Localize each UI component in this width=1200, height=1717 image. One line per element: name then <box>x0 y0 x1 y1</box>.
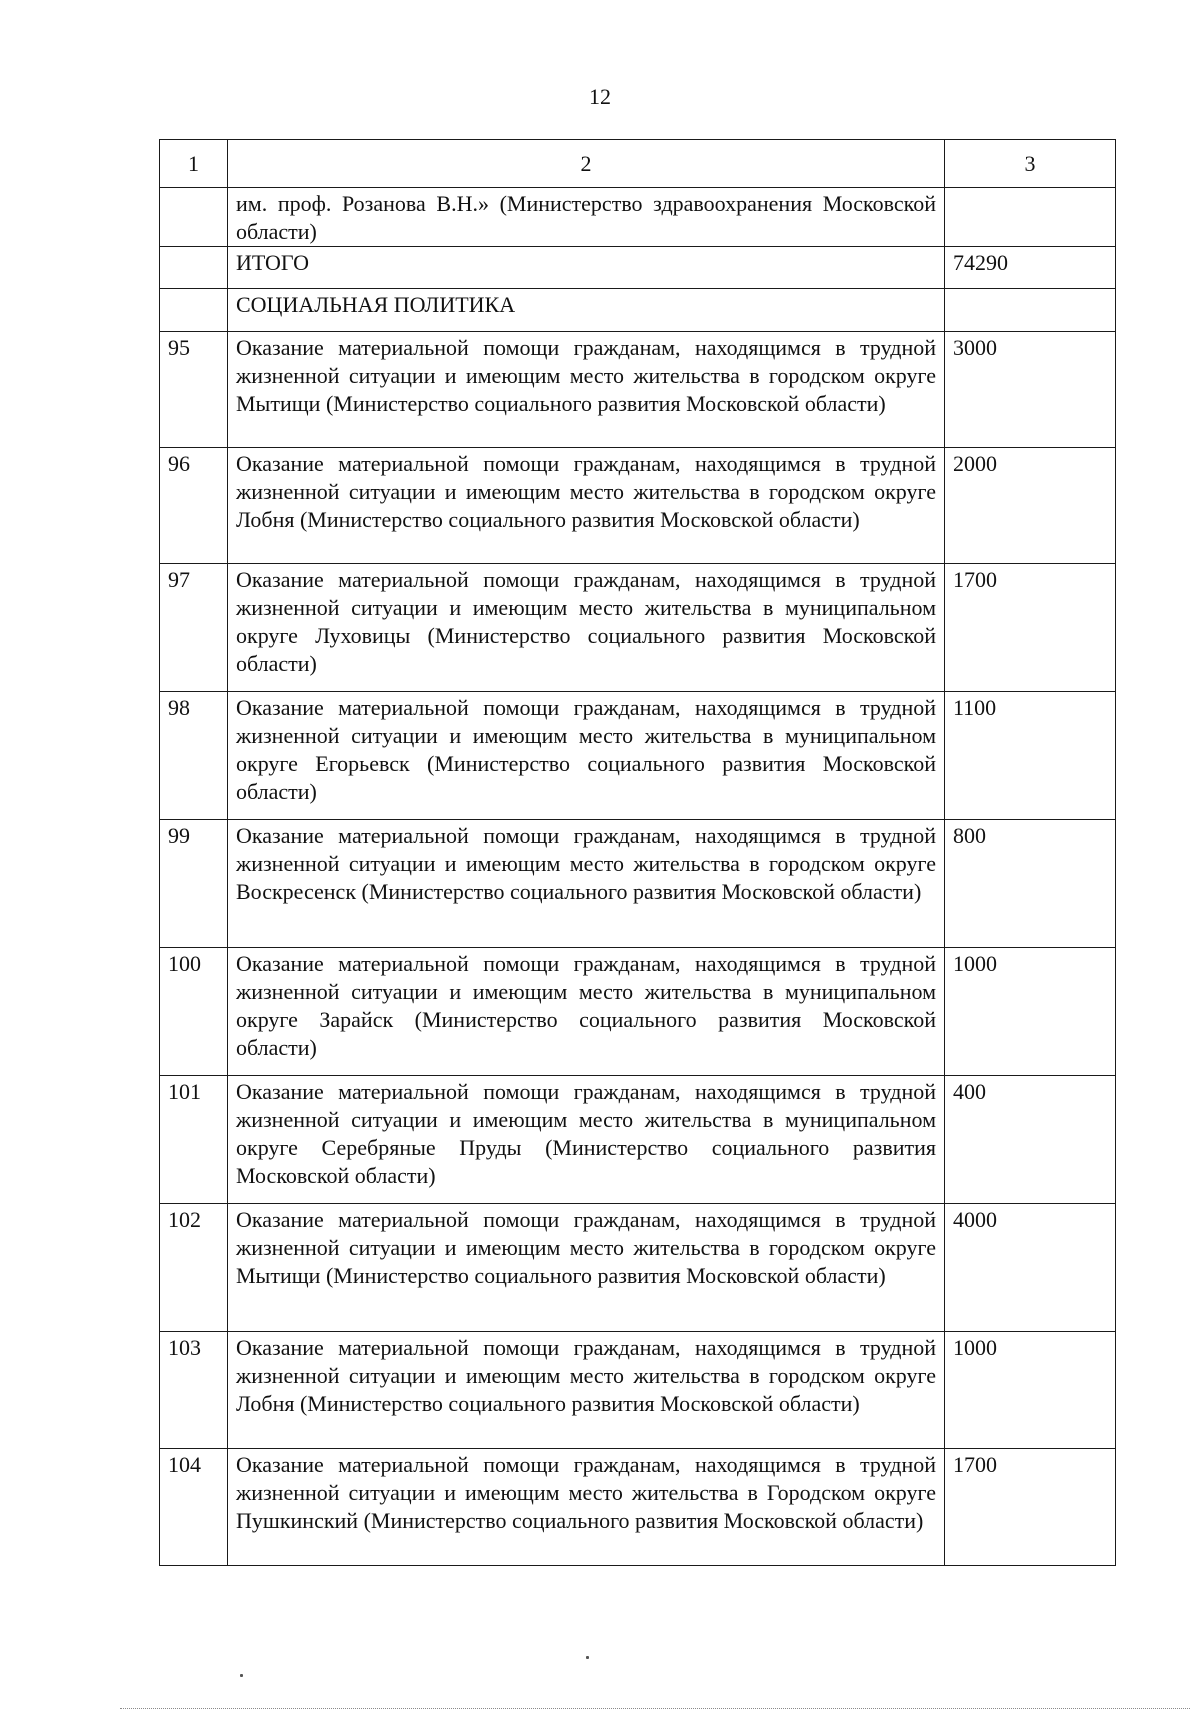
row-amount-cell: 3000 <box>945 332 1116 448</box>
row-number-cell <box>160 188 228 247</box>
page-number: 12 <box>589 84 611 109</box>
budget-table <box>159 139 1116 1566</box>
table-row <box>160 448 1116 564</box>
table-row <box>160 948 1116 1076</box>
scan-speck <box>240 1674 243 1677</box>
table-row <box>160 564 1116 692</box>
row-number-cell: 97 <box>160 564 228 692</box>
row-amount-cell: 2000 <box>945 448 1116 564</box>
row-description-cell: Оказание материальной помощи гражданам, находящимся в трудной жизненной ситуации и имеющим место жительства в городском округе Лобня (Министерство социального развития Московской области) <box>228 448 945 564</box>
row-amount-cell: 1700 <box>945 1449 1116 1566</box>
table-row <box>160 1076 1116 1204</box>
row-number-cell: 101 <box>160 1076 228 1204</box>
row-number-cell: 96 <box>160 448 228 564</box>
row-number-cell: 100 <box>160 948 228 1076</box>
row-number-cell: 98 <box>160 692 228 820</box>
row-number-cell: 102 <box>160 1204 228 1332</box>
total-row <box>160 247 1116 289</box>
row-amount-cell: 1000 <box>945 948 1116 1076</box>
row-number-cell: 103 <box>160 1332 228 1449</box>
scan-speck <box>586 1656 589 1659</box>
table-body <box>160 140 1116 1566</box>
row-amount-cell <box>945 289 1116 332</box>
row-amount-cell: 800 <box>945 820 1116 948</box>
column-header-3: 3 <box>945 140 1116 188</box>
row-amount-cell: 400 <box>945 1076 1116 1204</box>
row-description-cell: Оказание материальной помощи гражданам, находящимся в трудной жизненной ситуации и имеющим место жительства в Городском округе Пушкинский (Министерство социального развития Московской области) <box>228 1449 945 1566</box>
row-amount-cell: 4000 <box>945 1204 1116 1332</box>
row-description-cell: Оказание материальной помощи гражданам, находящимся в трудной жизненной ситуации и имеющим место жительства в муниципальном округе Луховицы (Министерство социального развития Московской области) <box>228 564 945 692</box>
continuation-row <box>160 188 1116 247</box>
row-number-cell: 99 <box>160 820 228 948</box>
scan-edge-line <box>120 1708 1190 1709</box>
section-title: СОЦИАЛЬНАЯ ПОЛИТИКА <box>228 289 945 332</box>
total-amount: 74290 <box>945 247 1116 289</box>
column-header-2: 2 <box>228 140 945 188</box>
row-description-cell: Оказание материальной помощи гражданам, находящимся в трудной жизненной ситуации и имеющим место жительства в муниципальном округе Зарайск (Министерство социального развития Московской области) <box>228 948 945 1076</box>
row-amount-cell: 1000 <box>945 1332 1116 1449</box>
row-description-cell: Оказание материальной помощи гражданам, находящимся в трудной жизненной ситуации и имеющим место жительства в муниципальном округе Егорьевск (Министерство социального развития Московской области) <box>228 692 945 820</box>
row-description-cell: Оказание материальной помощи гражданам, находящимся в трудной жизненной ситуации и имеющим место жительства в городском округе Мытищи (Министерство социального развития Московской области) <box>228 1204 945 1332</box>
table-row <box>160 1332 1116 1449</box>
table-row <box>160 1449 1116 1566</box>
row-description-cell: Оказание материальной помощи гражданам, находящимся в трудной жизненной ситуации и имеющим место жительства в городском округе Воскресенск (Министерство социального развития Московской области) <box>228 820 945 948</box>
row-amount-cell <box>945 188 1116 247</box>
table-row <box>160 332 1116 448</box>
row-description-cell: Оказание материальной помощи гражданам, находящимся в трудной жизненной ситуации и имеющим место жительства в муниципальном округе Серебряные Пруды (Министерство социального развития Московской области) <box>228 1076 945 1204</box>
row-description-cell: им. проф. Розанова В.Н.» (Министерство здравоохранения Московской области) <box>228 188 945 247</box>
row-amount-cell: 1700 <box>945 564 1116 692</box>
row-description-cell: Оказание материальной помощи гражданам, находящимся в трудной жизненной ситуации и имеющим место жительства в городском округе Лобня (Министерство социального развития Московской области) <box>228 1332 945 1449</box>
table-row <box>160 1204 1116 1332</box>
row-amount-cell: 1100 <box>945 692 1116 820</box>
row-number-cell: 95 <box>160 332 228 448</box>
row-description-cell: Оказание материальной помощи гражданам, находящимся в трудной жизненной ситуации и имеющим место жительства в городском округе Мытищи (Министерство социального развития Московской области) <box>228 332 945 448</box>
column-header-1: 1 <box>160 140 228 188</box>
table-row <box>160 820 1116 948</box>
table-header-row <box>160 140 1116 188</box>
row-number-cell: 104 <box>160 1449 228 1566</box>
table-row <box>160 692 1116 820</box>
section-header-row <box>160 289 1116 332</box>
row-number-cell <box>160 289 228 332</box>
row-number-cell <box>160 247 228 289</box>
total-label: ИТОГО <box>228 247 945 289</box>
